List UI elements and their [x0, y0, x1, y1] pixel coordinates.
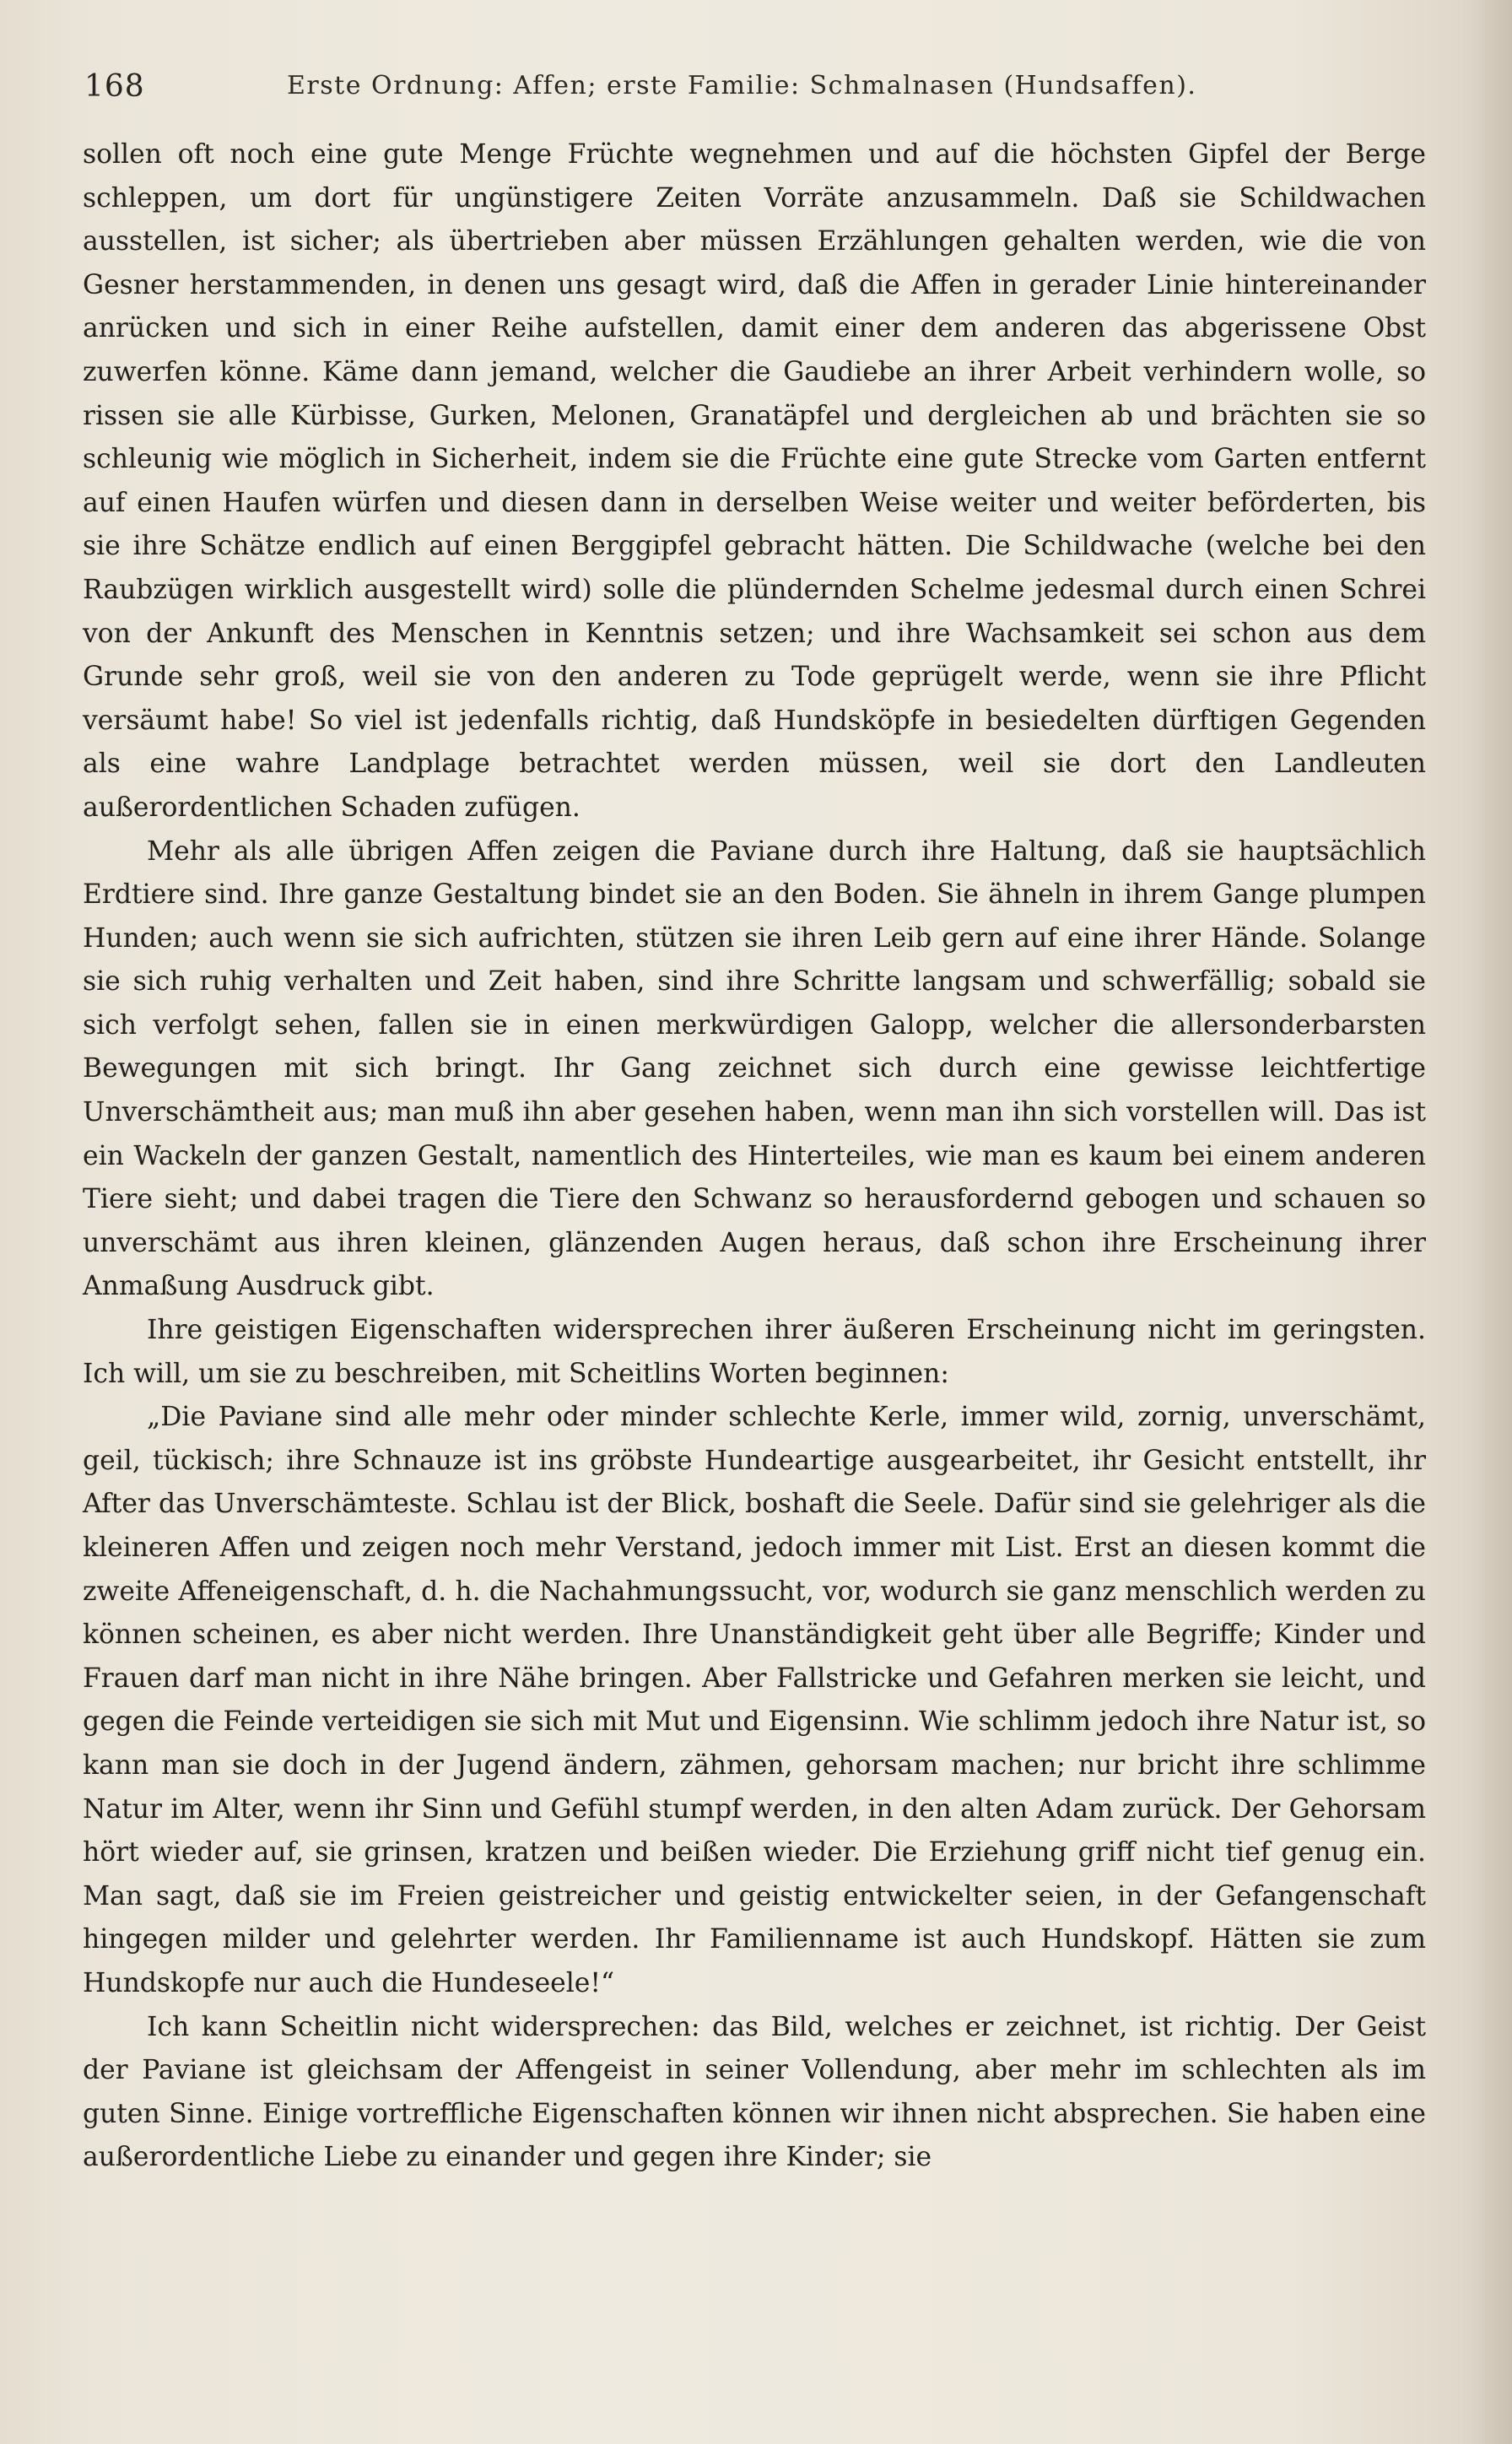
paragraph-1: sollen oft noch eine gute Menge Früchte wegnehmen und auf die höchsten Gipfel der Berge schleppen, um dort für ungünstigere Zeiten Vorräte anzusammeln. Daß sie Schildwachen ausstellen, ist sicher; als übertrieben aber müssen Erzählungen gehalten werden, wie die von Gesner herstammenden, in denen uns gesagt wird, daß die Affen in gerader Linie hintereinander anrücken und sich in einer Reihe aufstellen, damit einer dem anderen das abgerissene Obst zuwerfen könne. Käme dann jemand, welcher die Gaudiebe an ihrer Arbeit verhindern wolle, so rissen sie alle Kürbisse, Gurken, Melonen, Granatäpfel und dergleichen ab und brächten sie so schleunig wie möglich in Sicherheit, indem sie die Früchte eine gute Strecke vom Garten entfernt auf einen Haufen würfen und diesen dann in derselben Weise weiter und weiter beförderten, bis sie ihre Schätze endlich auf einen Berggipfel gebracht hätten. Die Schildwache (welche bei den Raubzügen wirklich ausgestellt wird) solle die plündernden Schelme jedesmal durch einen Schrei von der Ankunft des Menschen in Kenntnis setzen; und ihre Wachsamkeit sei schon aus dem Grunde sehr groß, weil sie von den anderen zu Tode geprügelt werde, wenn sie ihre Pflicht versäumt habe! So viel ist jedenfalls richtig, daß Hundsköpfe in besiedelten dürftigen Gegenden als eine wahre Landplage betrachtet werden müssen, weil sie dort den Landleuten außerordentlichen Schaden zufügen. [83, 139, 1426, 823]
paragraph-5: Ich kann Scheitlin nicht widersprechen: das Bild, welches er zeichnet, ist richtig. Der Geist der Paviane ist gleichsam der Affengeist in seiner Vollendung, aber mehr im schlechten als im guten Sinne. Einige vortreffliche Eigenschaften können wir ihnen nicht absprechen. Sie haben eine außerordentliche Liebe zu einander und gegen ihre Kinder; sie [83, 2011, 1426, 2173]
paragraph-3: Ihre geistigen Eigenschaften widersprechen ihrer äußeren Erscheinung nicht im geringsten. Ich will, um sie zu beschreiben, mit Scheitlins Worten beginnen: [83, 1315, 1426, 1389]
paragraph-quote: „Die Paviane sind alle mehr oder minder schlechte Kerle, immer wild, zornig, unverschämt, geil, tückisch; ihre Schnauze ist ins gröbste Hundeartige ausgearbeitet, ihr Gesicht entstellt, ihr After das Unverschämteste. Schlau ist der Blick, boshaft die Seele. Dafür sind sie gelehriger als die kleineren Affen und zeigen noch mehr Verstand, jedoch immer mit List. Erst an diesen kommt die zweite Affeneigenschaft, d. h. die Nachahmungssucht, vor, wodurch sie ganz menschlich werden zu können scheinen, es aber nicht werden. Ihre Unanständigkeit geht über alle Begriffe; Kinder und Frauen darf man nicht in ihre Nähe bringen. Aber Fallstricke und Gefahren merken sie leicht, und gegen die Feinde verteidigen sie sich mit Mut und Eigensinn. Wie schlimm jedoch ihre Natur ist, so kann man sie doch in der Jugend ändern, zähmen, gehorsam machen; nur bricht ihre schlimme Natur im Alter, wenn ihr Sinn und Gefühl stumpf werden, in den alten Adam zurück. Der Gehorsam hört wieder auf, sie grinsen, kratzen und beißen wieder. Die Erziehung griff nicht tief genug ein. Man sagt, daß sie im Freien geistreicher und geistig entwickelter seien, in der Gefangenschaft hingegen milder und gelehrter werden. Ihr Familienname ist auch Hundskopf. Hätten sie zum Hundskopfe nur auch die Hundeseele!“ [83, 1402, 1426, 1998]
running-title: Erste Ordnung: Affen; erste Familie: Schmalnasen (Hundsaffen). [287, 71, 1197, 100]
page-number: 168 [84, 69, 145, 104]
page-header [84, 69, 1428, 111]
paragraph-2: Mehr als alle übrigen Affen zeigen die Paviane durch ihre Haltung, daß sie hauptsächlich Erdtiere sind. Ihre ganze Gestaltung bindet sie an den Boden. Sie ähneln in ihrem Gange plumpen Hunden; auch wenn sie sich aufrichten, stützen sie ihren Leib gern auf eine ihrer Hände. Solange sie sich ruhig verhalten und Zeit haben, sind ihre Schritte langsam und schwerfällig; sobald sie sich verfolgt sehen, fallen sie in einen merkwürdigen Galopp, welcher die allersonderbarsten Bewegungen mit sich bringt. Ihr Gang zeichnet sich durch eine gewisse leichtfertige Unverschämtheit aus; man muß ihn aber gesehen haben, wenn man ihn sich vorstellen will. Das ist ein Wackeln der ganzen Gestalt, namentlich des Hinterteiles, wie man es kaum bei einem anderen Tiere sieht; und dabei tragen die Tiere den Schwanz so herausfordernd gebogen und schauen so unverschämt aus ihren kleinen, glänzenden Augen heraus, daß schon ihre Erscheinung ihrer Anmaßung Ausdruck gibt. [83, 835, 1426, 1302]
page-edge-shadow [1461, 0, 1512, 2444]
body-text [83, 133, 1426, 2180]
